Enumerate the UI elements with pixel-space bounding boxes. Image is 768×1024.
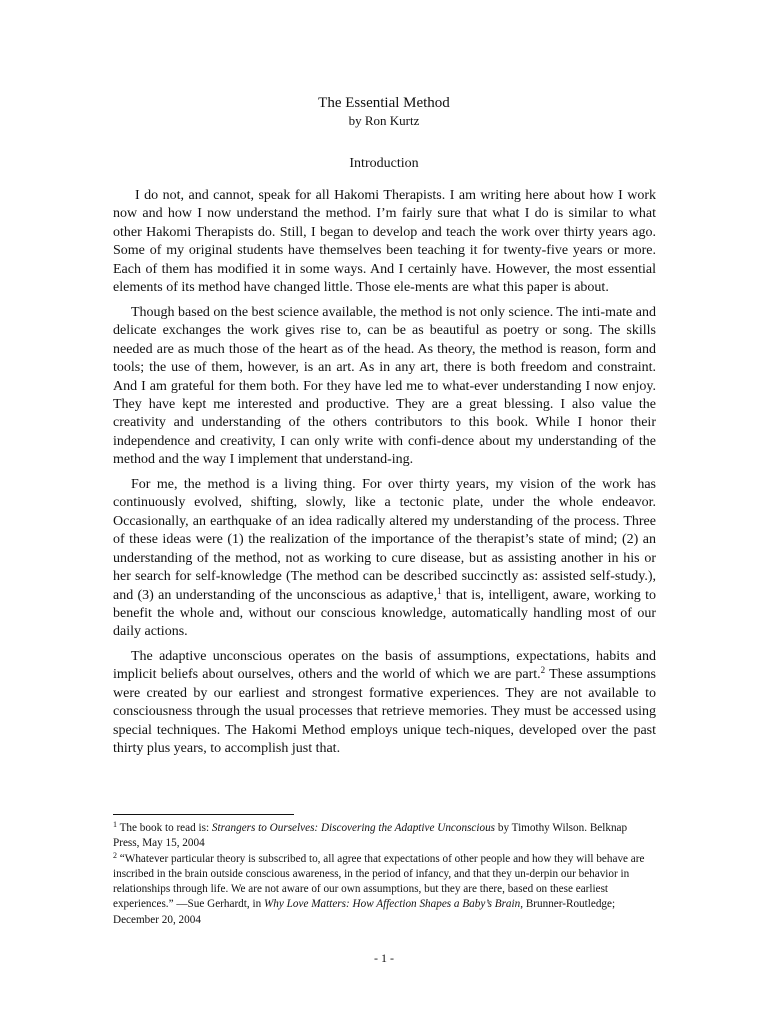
footnote-ref-2: 2	[540, 665, 546, 676]
footnote-1-lead: The book to read is:	[117, 822, 212, 834]
paragraph-4-text-before: The adaptive unconscious operates on the basis of assumptions, expectations, habits and implicit beliefs about ourselves, others and the world of which we are part.	[113, 648, 656, 683]
footnotes	[113, 821, 656, 928]
footnote-2-book-title: Why Love Matters: How Affection Shapes a Baby’s Brain	[263, 898, 521, 911]
footnote-2-mark: 2	[113, 850, 117, 860]
paragraph-2: Though based on the best science available, the method is not only science. The inti-mate and delicate exchanges the work gives rise to, can be as beautiful as poetry or song. The skills needed are as much those of the heart as of the head. As theory, the method is reason, form and tools; the use of them, however, is an art. As in any art, there is both freedom and constraint. And I am grateful for them both. For they have led me to what-ever understanding I now enjoy. They have kept me interested and productive. They are a great blessing. I also value the creativity and understanding of the others contributors to this book. While I honor their independence and creativity, I can only write with confi-dence about my understanding of the method and the way I implement that understand-ing.	[113, 304, 656, 468]
body-text	[113, 187, 656, 765]
section-heading: Introduction	[349, 156, 419, 171]
page-number: - 1 -	[374, 951, 394, 965]
footnote-separator	[113, 814, 294, 815]
paragraph-3	[113, 476, 656, 642]
footnote-ref-1: 1	[437, 585, 442, 596]
footnote-2	[113, 852, 656, 928]
paragraph-3-text-after: that is, intelligent, aware, working to benefit the whole and, without our conscious knowledge, automatically handling most of our daily actions.	[113, 587, 656, 640]
paragraph-3-text-before: For me, the method is a living thing. For over thirty years, my vision of the work has continuously evolved, shifting, slowly, like a tectonic plate, under the whole endeavor. Occasionally, an earthquake of an idea radically altered my understanding of the process. Three of these ideas were (1) the realization of the importance of the therapist’s state of mind; (2) an understanding of the method, not as working to cure disease, but as assisting another in his or her search for self-knowledge (The method can be described succinctly as: assisted self-study.), and (3) an understanding of the unconscious as adaptive,	[113, 476, 656, 603]
paragraph-4	[113, 648, 656, 759]
footnote-1-book-title: Strangers to Ourselves: Discovering the Adaptive Unconscious	[211, 822, 496, 834]
footnote-2-lead: “Whatever particular theory is subscribed to, all agree that expectations of other people and how they will behave are inscribed in the brain outside conscious awareness, in the period of infancy, and that they un-derpin our behavior in relationships through life. We are not aware of our own assumptions, but they are there, based on these earliest experiences.” —Sue Gerhardt, in	[113, 852, 645, 911]
paragraph-4-text-after: These assumptions were created by our earliest and strongest formative experiences. They are not available to consciousness through the usual processes that retrieve memories. They must be accessed using special techniques. The Hakomi Method employs unique tech-niques, developed over the past thirty plus years, to accomplish just that.	[113, 667, 656, 757]
footnote-2-tail: , Brunner-Routledge; December 20, 2004	[113, 898, 616, 926]
paragraph-1: I do not, and cannot, speak for all Hakomi Therapists. I am writing here about how I work now and how I now understand the method. I’m fairly sure that what I do is similar to what other Hakomi Therapists do. Still, I began to develop and teach the work over thirty years ago. Some of my original students have themselves been teaching it for twenty-five years or more. Each of them has modified it in some ways. And I certainly have. However, the most essential elements of its method have changed little. Those ele-ments are what this paper is about.	[113, 188, 656, 296]
document-author: by Ron Kurtz	[348, 113, 420, 128]
footnote-1-mark: 1	[113, 820, 117, 829]
footnote-1	[113, 821, 656, 852]
document-title: The Essential Method	[318, 95, 450, 111]
footnote-1-tail: by Timothy Wilson. Belknap Press, May 15, 2004	[113, 822, 628, 850]
